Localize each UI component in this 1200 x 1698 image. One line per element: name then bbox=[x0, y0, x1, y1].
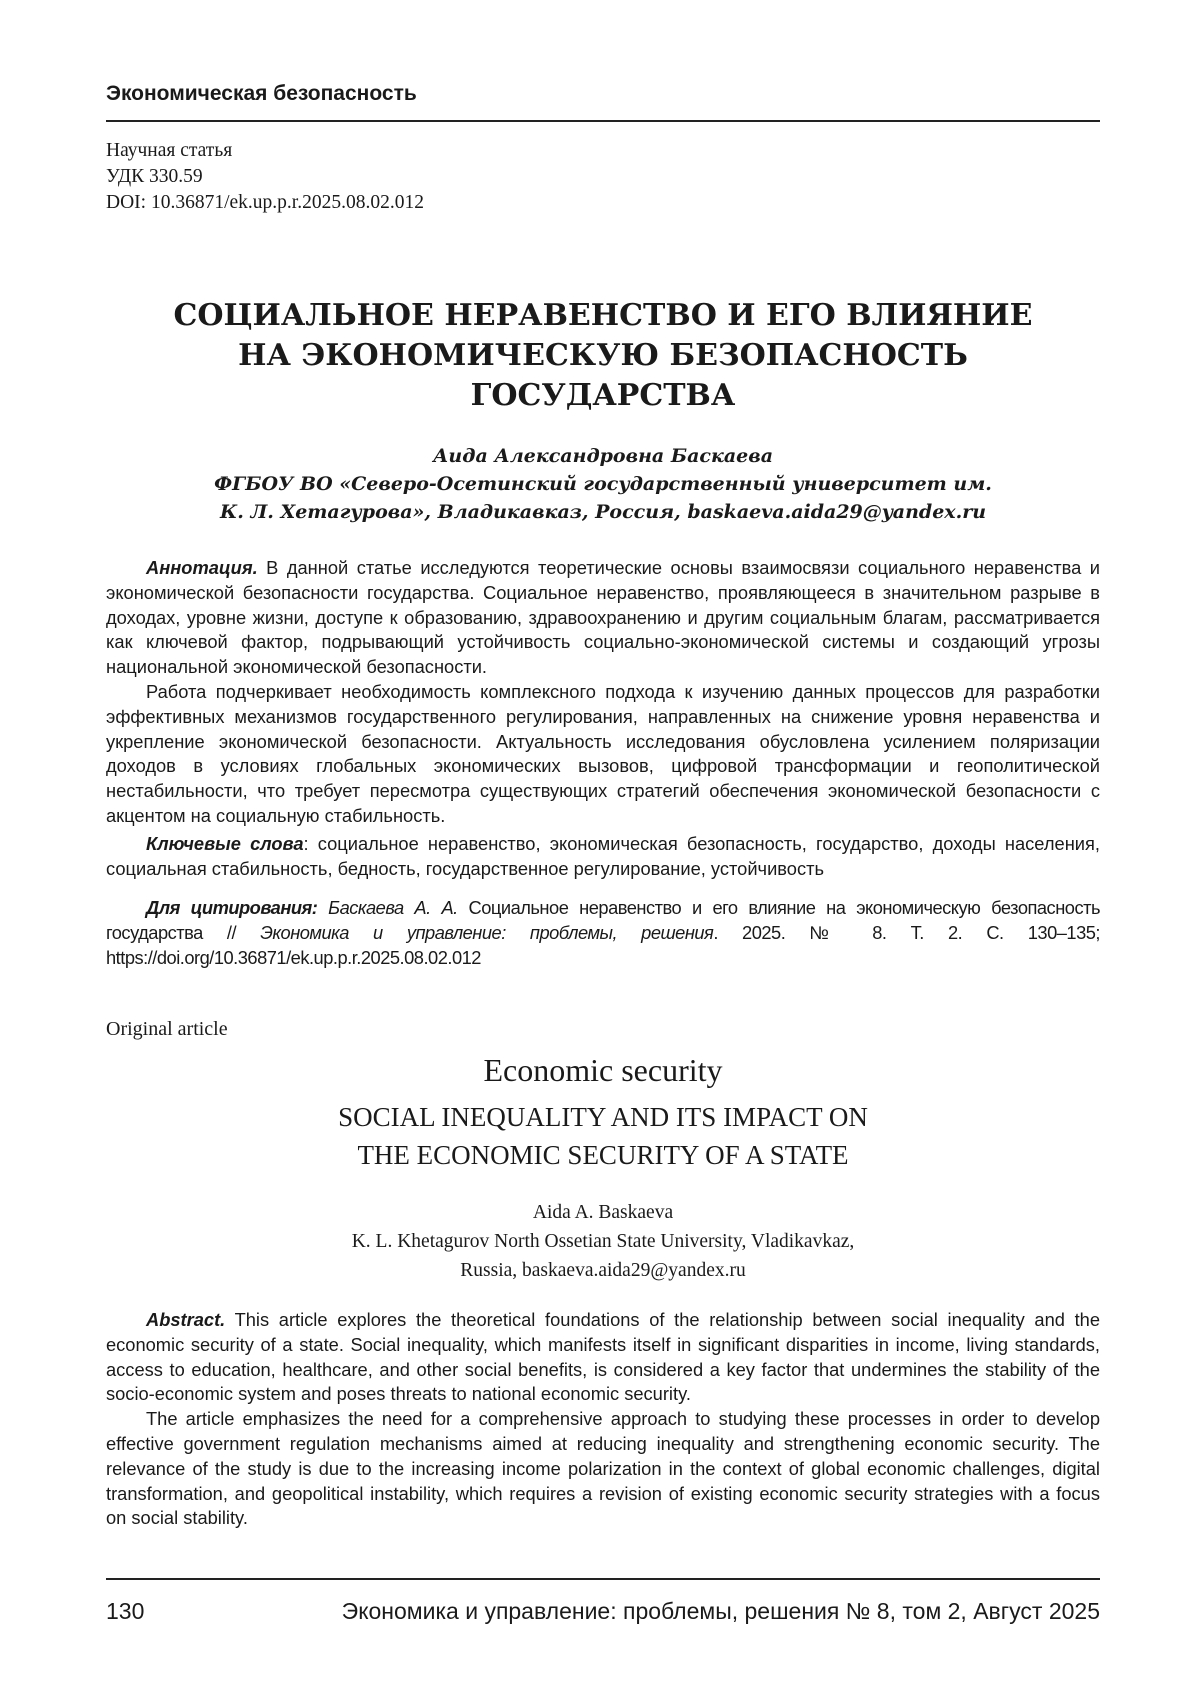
page-number: 130 bbox=[106, 1598, 144, 1625]
affiliation-ru-line-2: К. Л. Хетагурова», Владикавказ, Россия, baskaeva.aida29@yandex.ru bbox=[106, 498, 1100, 526]
citation-ru bbox=[106, 896, 1100, 970]
citation-ru-label: Для цитирования: bbox=[146, 897, 317, 918]
header-divider bbox=[106, 120, 1100, 122]
abstract-ru-paragraph-1 bbox=[106, 556, 1100, 680]
article-title-en bbox=[106, 1098, 1100, 1174]
author-name-ru: Аида Александровна Баскаева bbox=[106, 442, 1100, 470]
title-en-line-2: THE ECONOMIC SECURITY OF A STATE bbox=[106, 1136, 1100, 1174]
affiliation-en-line-2: Russia, baskaeva.aida29@yandex.ru bbox=[106, 1256, 1100, 1285]
author-block-en bbox=[106, 1198, 1100, 1285]
citation-ru-title: Социальное неравенство и его влияние на экономическую безопасность государства // bbox=[106, 897, 1100, 943]
section-header: Экономическая безопасность bbox=[106, 82, 417, 106]
affiliation-ru-line-1: ФГБОУ ВО «Северо-Осетинский государственный университет им. bbox=[106, 470, 1100, 498]
abstract-ru bbox=[106, 556, 1100, 829]
doi-ru: DOI: 10.36871/ek.up.p.r.2025.08.02.012 bbox=[106, 190, 424, 216]
keywords-ru-paragraph bbox=[106, 832, 1100, 882]
title-ru-line-1: СОЦИАЛЬНОЕ НЕРАВЕНСТВО И ЕГО ВЛИЯНИЕ bbox=[106, 296, 1100, 336]
udc-code: УДК 330.59 bbox=[106, 164, 424, 190]
citation-ru-details: . 2025. № 8. Т. 2. С. 130–135; https://doi.org/10.36871/ek.up.p.r.2025.08.02.012 bbox=[106, 922, 1100, 968]
title-ru-line-3: ГОСУДАРСТВА bbox=[106, 376, 1100, 416]
abstract-en bbox=[106, 1308, 1100, 1531]
citation-ru-paragraph bbox=[106, 896, 1100, 970]
abstract-ru-paragraph-2: Работа подчеркивает необходимость комплексного подхода к изучению данных процессов для разработки эффективных механизмов государственного регулирования, направленных на снижение уровня неравенства и укрепление экономической безопасности. Актуальность исследования обусловлена усилением поляризации доходов в условиях глобальных экономических вызовов, цифровой трансформации и геополитической нестабильности, что требует пересмотра существующих стратегий обеспечения экономической безопасности с акцентом на социальную стабильность. bbox=[106, 680, 1100, 829]
journal-info: Экономика и управление: проблемы, решения № 8, том 2, Август 2025 bbox=[342, 1598, 1100, 1625]
keywords-ru-colon: : bbox=[304, 833, 309, 854]
abstract-en-label: Abstract. bbox=[146, 1309, 225, 1330]
keywords-ru-text: социальное неравенство, экономическая безопасность, государство, доходы населения, социальная стабильность, бедность, государственное регулирование, устойчивость bbox=[106, 833, 1100, 879]
section-title-en: Economic security bbox=[106, 1052, 1100, 1089]
keywords-ru-label: Ключевые слова bbox=[146, 833, 304, 854]
article-meta-ru bbox=[106, 138, 424, 216]
abstract-en-paragraph-2: The article emphasizes the need for a comprehensive approach to studying these processes in order to develop effective government regulation mechanisms aimed at reducing inequality and strengthening economic security. The relevance of the study is due to the increasing income polarization in the context of global economic challenges, digital transformation, and geopolitical instability, which requires a revision of existing economic security strategies with a focus on social stability. bbox=[106, 1407, 1100, 1531]
abstract-en-text-1: This article explores the theoretical foundations of the relationship between social inequality and the economic security of a state. Social inequality, which manifests itself in significant disparities in income, living standards, access to education, healthcare, and other social benefits, is considered a key factor that undermines the stability of the socio-economic system and poses threats to national economic security. bbox=[106, 1309, 1100, 1404]
citation-ru-author: Баскаева А. А. bbox=[317, 897, 457, 918]
affiliation-en-line-1: K. L. Khetagurov North Ossetian State University, Vladikavkaz, bbox=[106, 1227, 1100, 1256]
abstract-ru-text-1: В данной статье исследуются теоретические основы взаимосвязи социального неравенства и экономической безопасности государства. Социальное неравенство, проявляющееся в значительном разрыве в доходах, уровне жизни, доступе к образованию, здравоохранению и другим социальным благам, рассматривается как ключевой фактор, подрывающий устойчивость социально-экономической системы и создающий угрозы национальной экономической безопасности. bbox=[106, 557, 1100, 677]
citation-ru-journal: Экономика и управление: проблемы, решения bbox=[260, 922, 713, 943]
article-title-ru bbox=[106, 296, 1100, 416]
title-en-line-1: SOCIAL INEQUALITY AND ITS IMPACT ON bbox=[106, 1098, 1100, 1136]
author-block-ru bbox=[106, 442, 1100, 526]
title-ru-line-2: НА ЭКОНОМИЧЕСКУЮ БЕЗОПАСНОСТЬ bbox=[106, 336, 1100, 376]
abstract-en-paragraph-1 bbox=[106, 1308, 1100, 1407]
abstract-ru-label: Аннотация. bbox=[146, 557, 258, 578]
article-type-en: Original article bbox=[106, 1018, 228, 1041]
footer-divider bbox=[106, 1578, 1100, 1580]
keywords-ru bbox=[106, 832, 1100, 882]
author-name-en: Aida A. Baskaeva bbox=[106, 1198, 1100, 1227]
article-type-ru: Научная статья bbox=[106, 138, 424, 164]
